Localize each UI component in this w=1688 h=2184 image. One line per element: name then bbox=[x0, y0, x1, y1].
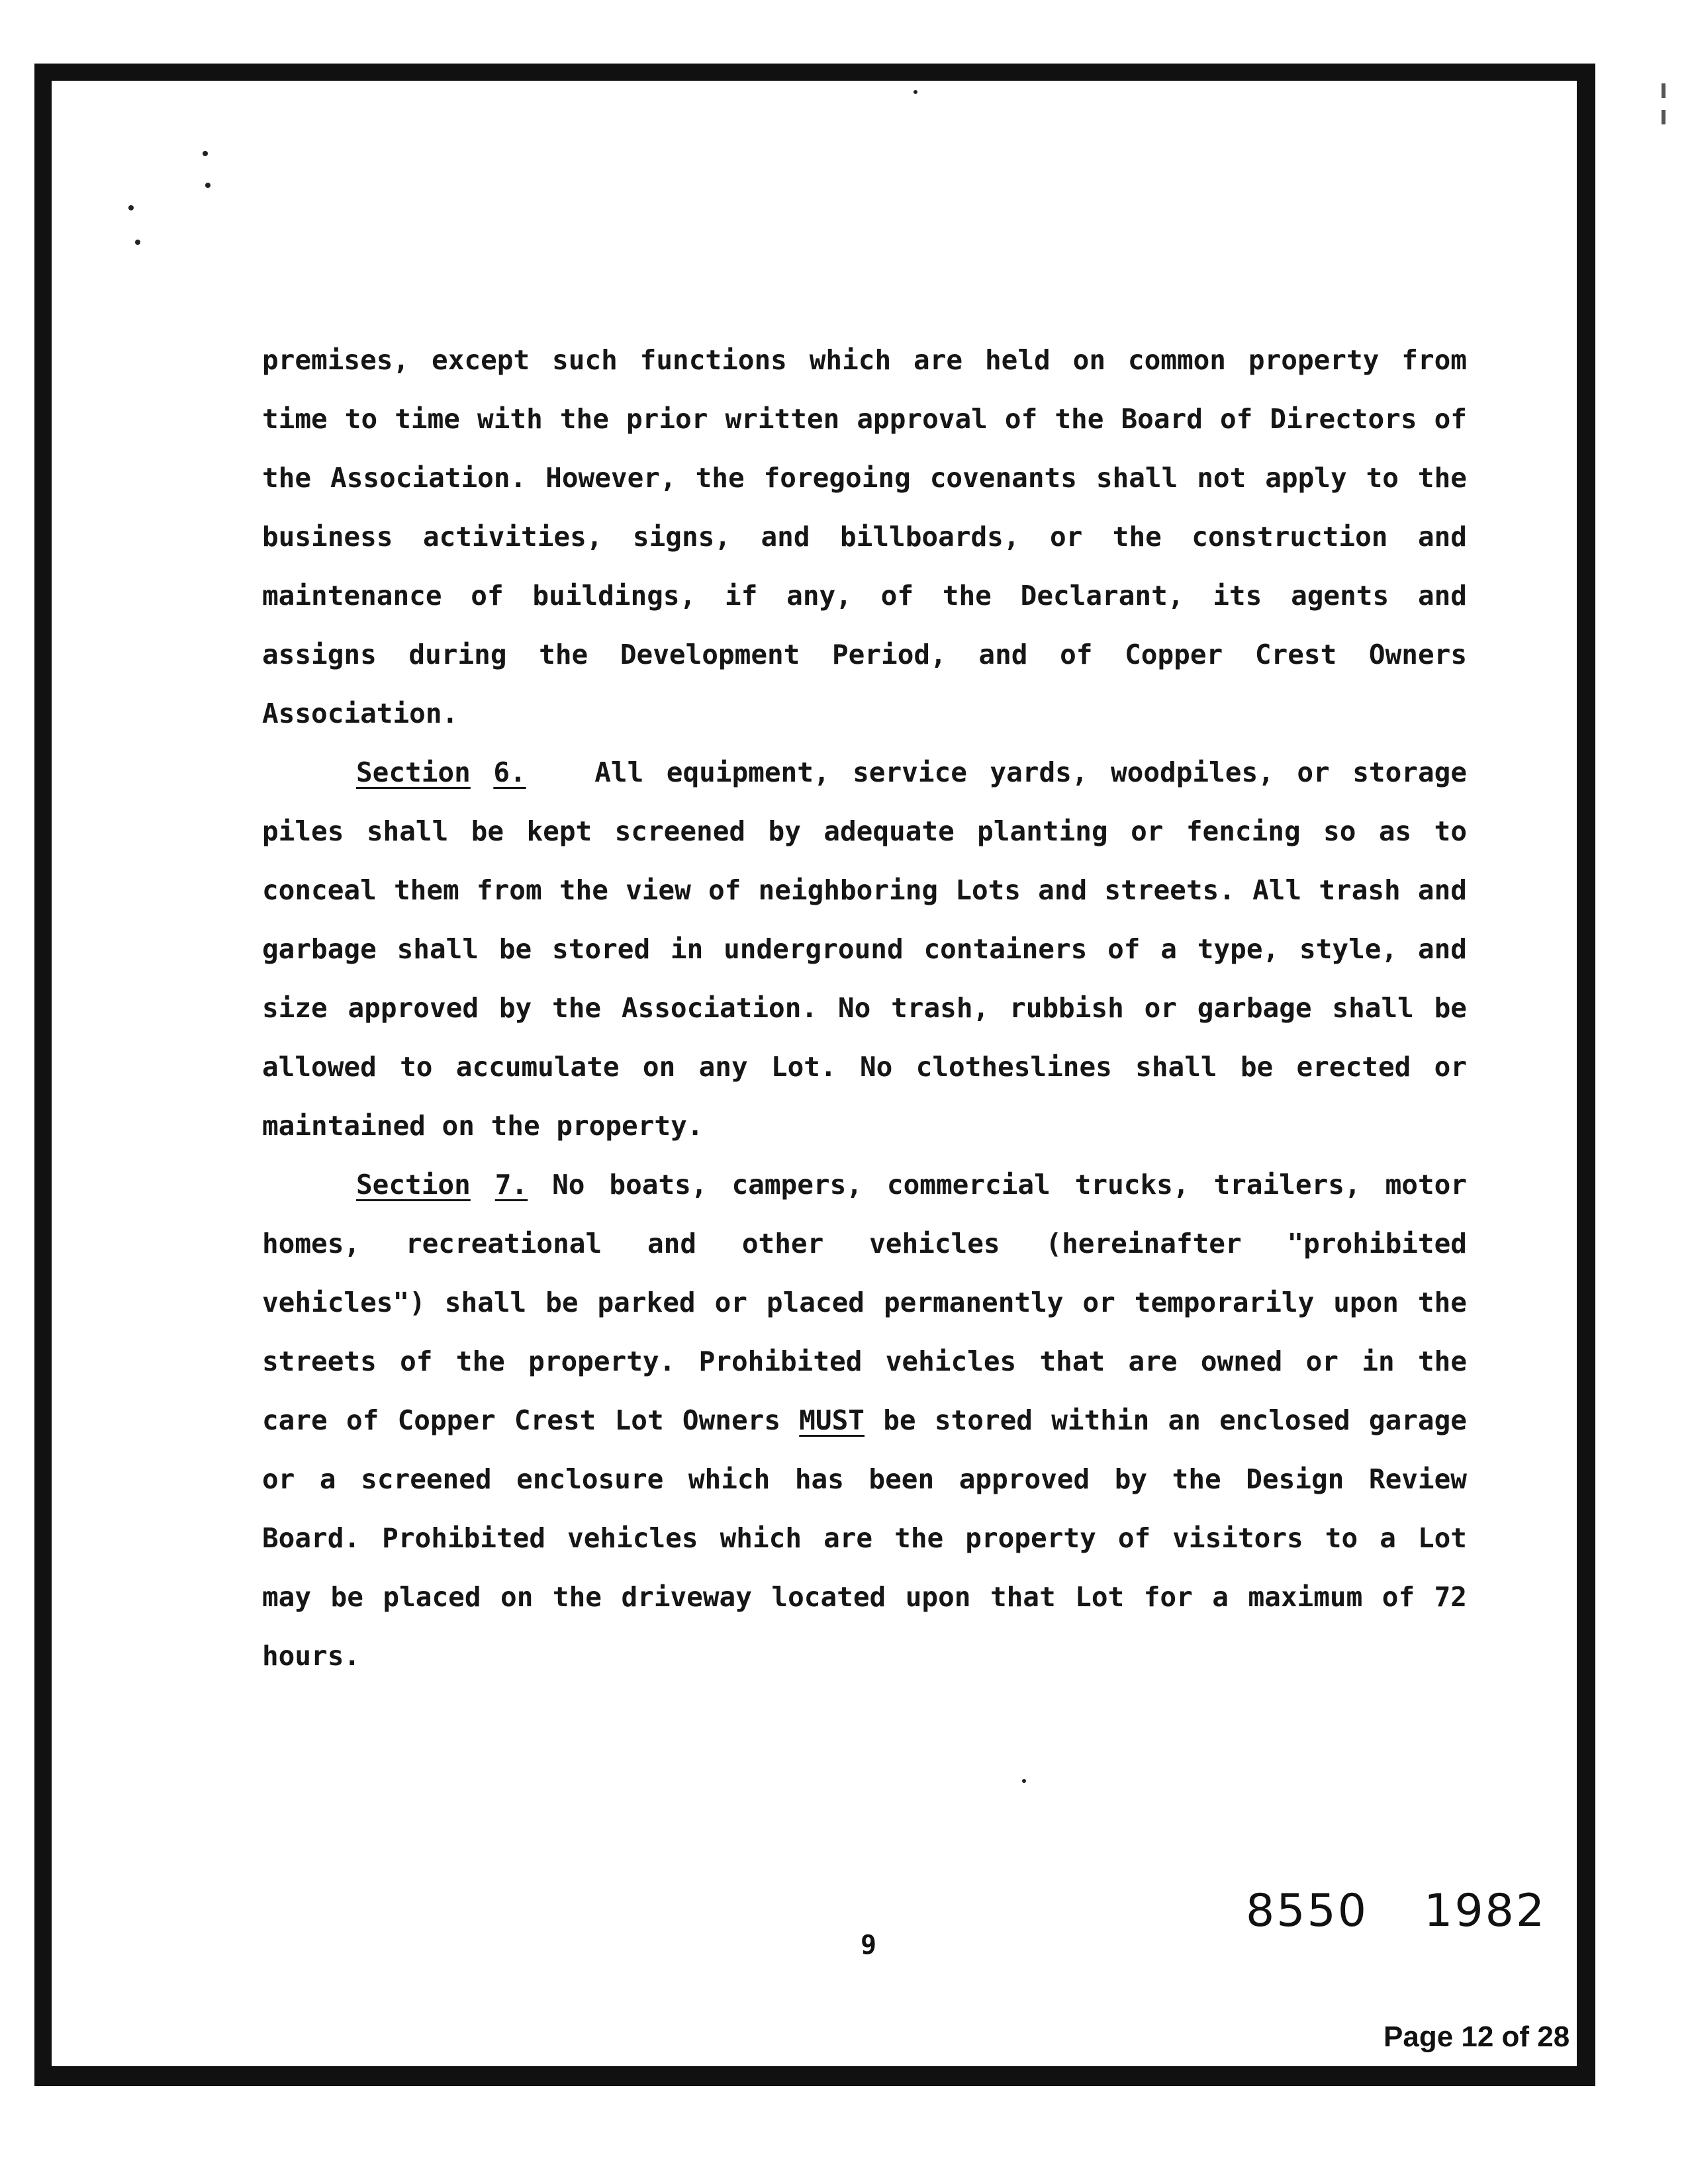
document-body bbox=[262, 331, 1467, 1686]
scan-speck bbox=[205, 183, 211, 188]
recording-number bbox=[1246, 1885, 1546, 1937]
page-indicator: Page 12 of 28 bbox=[1383, 2021, 1570, 2053]
scan-speck bbox=[135, 240, 140, 245]
section-6-paragraph bbox=[262, 743, 1467, 1156]
scan-mark bbox=[1662, 110, 1665, 124]
page-number: 9 bbox=[861, 1930, 877, 1960]
section-6-text: All equipment, service yards, woodpiles, or storage piles shall be kept screened by adequate planting or fencing so as to conceal them from the view of neighboring Lots and streets. All trash and garbage shall be stored in underground containers of a type, style, and size approved by the Association. No trash, rubbish or garbage shall be allowed to accumulate on any Lot. No clotheslines shall be erected or maintained on the property. bbox=[262, 756, 1468, 1142]
recording-page: 1982 bbox=[1424, 1885, 1547, 1937]
section-7-heading-number: 7. bbox=[494, 1169, 528, 1201]
section-6-heading-word: Section bbox=[356, 756, 471, 788]
paragraph-continuation: premises, except such functions which are held on common property from time to time with the prior written approval of the Board of Directors of the Association. However, the foregoing covenants shall not apply to the business activities, signs, and billboards, or the construction and maintenance of buildings, if any, of the Declarant, its agents and assigns during the Development Period, and of Copper Crest Owners Association. bbox=[262, 344, 1467, 729]
section-7-text-after: be stored within an enclosed garage or a screened enclosure which has been approved by the Design Review Board. Prohibited vehicles which are the property of visitors to a Lot may be placed on the driveway located upon that Lot for a maximum of 72 hours. bbox=[262, 1404, 1467, 1672]
scan-speck bbox=[1022, 1779, 1026, 1783]
scan-speck bbox=[914, 90, 917, 94]
section-7-heading-word: Section bbox=[356, 1169, 471, 1201]
section-7-text-before: No boats, campers, commercial trucks, trailers, motor homes, recreational and other vehicles (hereinafter "prohibited vehicles") shall be parked or placed permanently or temporarily upon the streets of the property. Prohibited vehicles that are owned or in the care of Copper Crest Lot Owners bbox=[262, 1169, 1468, 1436]
scan-speck bbox=[203, 151, 208, 156]
scan-mark bbox=[1662, 83, 1665, 98]
section-7-emphasis: MUST bbox=[799, 1404, 865, 1436]
section-6-heading-number: 6. bbox=[493, 756, 526, 788]
recording-book: 8550 bbox=[1246, 1885, 1369, 1937]
section-7-paragraph bbox=[262, 1156, 1467, 1686]
scan-speck bbox=[128, 205, 134, 210]
